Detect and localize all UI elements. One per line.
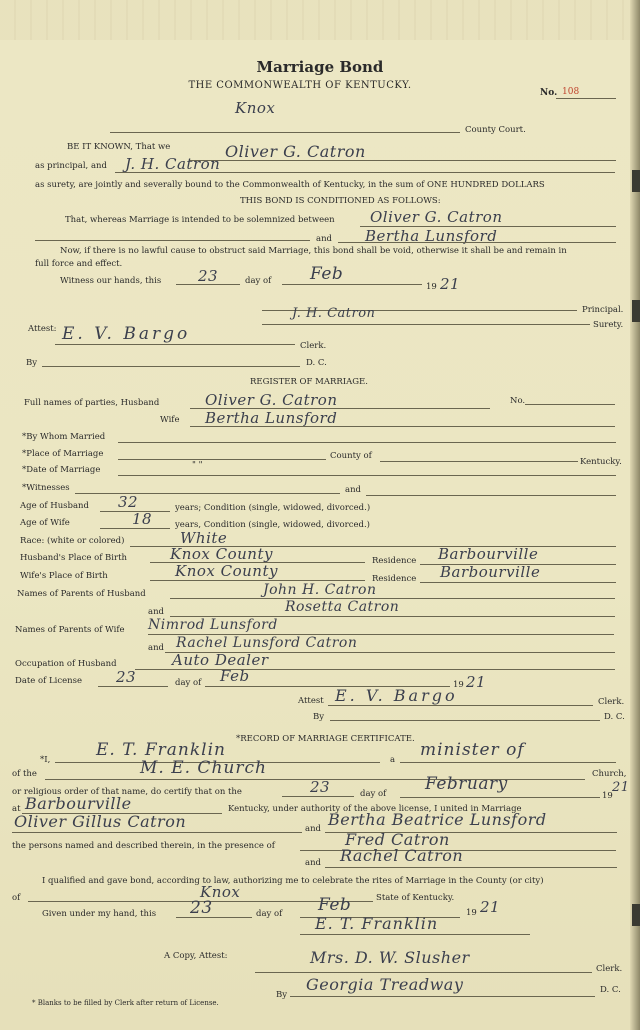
rule — [525, 404, 615, 405]
wife-name: Bertha Lunsford — [205, 409, 338, 427]
number-label: No. — [540, 88, 558, 98]
copy-clerk-signature: Mrs. D. W. Slusher — [310, 948, 470, 967]
and-label: and — [316, 234, 332, 244]
as-principal-text: as principal, and — [35, 161, 107, 171]
license-month: Feb — [220, 667, 250, 685]
county-court-label: County Court. — [465, 125, 526, 135]
full-names-label: Full names of parties, Husband — [24, 398, 160, 408]
by-whom-label: *By Whom Married — [22, 432, 106, 442]
wife-parent-1: Nimrod Lunsford — [148, 617, 278, 633]
binder-tab — [632, 170, 640, 192]
state-label: State of Kentucky. — [376, 893, 455, 903]
year-prefix: 19 — [466, 908, 477, 918]
witness-text: Witness our hands, this — [60, 276, 162, 286]
certificate-place: Barbourville — [25, 794, 132, 813]
copy-attest-label: A Copy, Attest: — [164, 951, 228, 961]
binder-tab — [632, 904, 640, 926]
county-of-label: County of — [330, 451, 372, 461]
a-label: a — [390, 755, 396, 765]
qualified-text: I qualified and gave bond, according to law, authorizing me to celebrate the rites of Marriage in the County (or city) — [42, 876, 544, 886]
certificate-month: February — [425, 774, 508, 794]
year-prefix: 19 — [602, 791, 613, 801]
rule — [12, 832, 302, 833]
rule — [115, 172, 615, 173]
bride-full-name: Bertha Beatrice Lunsford — [328, 810, 547, 829]
rule — [255, 972, 592, 973]
rule — [55, 344, 295, 345]
rule — [262, 324, 590, 325]
church-name: M. E. Church — [140, 758, 267, 778]
husband-age: 32 — [118, 493, 139, 511]
rule — [328, 705, 593, 706]
parents-husband-label: Names of Parents of Husband — [17, 589, 146, 599]
rule — [100, 528, 170, 529]
husband-condition: years; Condition (single, widowed, divorced.) — [175, 503, 371, 513]
full-force-text: full force and effect. — [35, 259, 123, 269]
persons-text: the persons named and described therein, in the presence of — [12, 841, 275, 851]
party2-name: Bertha Lunsford — [365, 227, 498, 245]
rule — [135, 669, 615, 670]
rule — [330, 720, 600, 721]
rule — [176, 917, 252, 918]
rule — [420, 582, 616, 583]
wife-label: Wife — [160, 415, 180, 425]
paper-top-band — [0, 0, 640, 40]
rule — [118, 442, 616, 443]
rule — [325, 867, 617, 868]
rule — [282, 284, 422, 285]
copy-dc-label: D. C. — [600, 985, 621, 995]
witnesses-label: *Witnesses — [22, 483, 70, 493]
year-prefix: 19 — [426, 282, 437, 292]
surety-signature: J. H. Catron — [292, 306, 376, 321]
kentucky-label: Kentucky. — [580, 457, 622, 467]
occupation-label: Occupation of Husband — [15, 659, 117, 669]
day-of-label: day of — [360, 789, 387, 799]
of-label: of — [12, 893, 21, 903]
rule — [290, 996, 595, 997]
as-surety-text: as surety, are jointly and severally bound to the Commonwealth of Kentucky, in the sum of ONE HUNDRED DOLLARS — [35, 180, 545, 190]
rule — [75, 493, 340, 494]
occupation-value: Auto Dealer — [172, 651, 269, 669]
copy-by-label: By — [276, 990, 288, 1000]
groom-full-name: Oliver Gillus Catron — [14, 812, 187, 831]
certificate-day: 23 — [310, 778, 331, 796]
day-of-label: day of — [175, 678, 202, 688]
i-label: *I, — [40, 755, 51, 765]
footnote: * Blanks to be filled by Clerk after return of License. — [32, 999, 219, 1007]
deputy-signature: Georgia Treadway — [306, 975, 464, 994]
copy-clerk-label: Clerk. — [596, 964, 623, 974]
register-dc-label: D. C. — [604, 712, 625, 722]
certificate-year: 21 — [612, 780, 630, 795]
binder-tab — [632, 300, 640, 322]
party1-name: Oliver G. Catron — [370, 208, 503, 226]
rule — [110, 132, 460, 133]
rule — [190, 160, 616, 161]
husband-parent-2: Rosetta Catron — [285, 599, 400, 615]
officiant-name: E. T. Franklin — [96, 740, 226, 760]
license-day: 23 — [116, 668, 137, 686]
and-label: and — [305, 858, 321, 868]
dc-label: D. C. — [306, 358, 327, 368]
license-year: 21 — [466, 673, 487, 691]
authority-text: Kentucky, under authority of the above license, I united in Marriage — [228, 804, 522, 814]
day-of-label: day of — [256, 909, 283, 919]
wife-birth-label: Wife's Place of Birth — [20, 571, 108, 581]
of-the-label: of the — [12, 769, 37, 779]
date-label: *Date of Marriage — [22, 465, 101, 475]
husband-birth-place: Knox County — [170, 545, 273, 563]
witness-1: Fred Catron — [345, 830, 450, 849]
principal-name: Oliver G. Catron — [225, 142, 366, 161]
witness-month: Feb — [310, 264, 344, 284]
register-attest-label: Attest — [298, 696, 324, 706]
place-label: *Place of Marriage — [22, 449, 104, 459]
wife-parent-2: Rachel Lunsford Catron — [176, 635, 358, 651]
rule — [118, 459, 326, 460]
rule — [150, 580, 365, 581]
rule — [400, 797, 600, 798]
given-month: Feb — [318, 895, 352, 915]
given-year: 21 — [480, 898, 501, 916]
day-of-label: day of — [245, 276, 272, 286]
qualified-county: Knox — [200, 883, 241, 901]
register-no-label: No. — [510, 396, 526, 406]
date-ditto: " " — [192, 460, 203, 470]
rule — [556, 98, 616, 99]
residence-label: Residence — [372, 574, 417, 584]
be-it-known-text: BE IT KNOWN, That we — [67, 142, 171, 152]
rule — [190, 426, 615, 427]
whereas-text: That, whereas Marriage is intended to be solemnized between — [65, 215, 335, 225]
parents-wife-label: Names of Parents of Wife — [15, 625, 125, 635]
surety-label: Surety. — [593, 320, 624, 330]
county-handwritten: Knox — [235, 99, 276, 117]
rule — [118, 475, 616, 476]
husband-parent-1: John H. Catron — [263, 582, 377, 598]
clerk-label: Clerk. — [300, 341, 327, 351]
rule — [176, 284, 240, 285]
attest-label: Attest: — [28, 324, 57, 334]
conditioned-heading: THIS BOND IS CONDITIONED AS FOLLOWS: — [240, 196, 441, 206]
rule — [338, 242, 616, 243]
bond-number: 108 — [562, 87, 580, 97]
officiant-signature: E. T. Franklin — [315, 914, 439, 933]
at-label: at — [12, 804, 21, 814]
scan-right-edge — [630, 0, 640, 1030]
and-label: and — [305, 824, 321, 834]
wife-residence: Barbourville — [440, 563, 541, 581]
given-text: Given under my hand, this — [42, 909, 157, 919]
rule — [98, 686, 168, 687]
residence-label: Residence — [372, 556, 417, 566]
age-wife-label: Age of Wife — [20, 518, 70, 528]
register-heading: REGISTER OF MARRIAGE. — [250, 377, 368, 387]
husband-residence: Barbourville — [438, 545, 539, 563]
church-label: Church, — [592, 769, 627, 779]
order-text: or religious order of that name, do certify that on the — [12, 787, 242, 797]
and-label: and — [345, 485, 361, 495]
age-husband-label: Age of Husband — [20, 501, 89, 511]
witness-year: 21 — [440, 275, 461, 293]
principal-label: Principal. — [582, 305, 624, 315]
and-label: and — [148, 643, 164, 653]
wife-condition: years, Condition (single, widowed, divorced.) — [175, 520, 370, 530]
rule — [366, 495, 616, 496]
wife-birth-place: Knox County — [175, 562, 278, 580]
document-title: Marriage Bond — [256, 58, 384, 76]
year-prefix: 19 — [453, 680, 464, 690]
husband-name: Oliver G. Catron — [205, 391, 338, 409]
register-attest-signature: E. V. Bargo — [335, 686, 458, 705]
witness-day: 23 — [198, 267, 219, 285]
register-clerk-label: Clerk. — [598, 697, 625, 707]
rule — [380, 461, 578, 462]
license-date-label: Date of License — [15, 676, 83, 686]
rule — [35, 240, 310, 241]
wife-age: 18 — [132, 510, 153, 528]
officiant-title: minister of — [420, 740, 525, 760]
surety-name: J. H. Catron — [125, 155, 221, 173]
husband-birth-label: Husband's Place of Birth — [20, 553, 127, 563]
race-label: Race: (white or colored) — [20, 536, 125, 546]
document-subtitle: THE COMMONWEALTH OF KENTUCKY. — [188, 80, 412, 91]
by-label: By — [26, 358, 38, 368]
clerk-signature: E. V. Bargo — [62, 324, 191, 344]
race-value: White — [180, 529, 228, 547]
rule — [400, 762, 616, 763]
given-day: 23 — [190, 898, 213, 918]
rule — [42, 366, 300, 367]
rule — [282, 796, 354, 797]
rule — [300, 934, 530, 935]
and-label: and — [148, 607, 164, 617]
now-if-text: Now, if there is no lawful cause to obstruct said Marriage, this bond shall be void, otherwise it shall be and remain in — [60, 246, 567, 256]
register-by-label: By — [313, 712, 325, 722]
certificate-heading: *RECORD OF MARRIAGE CERTIFICATE. — [236, 734, 415, 744]
witness-2: Rachel Catron — [340, 846, 464, 865]
